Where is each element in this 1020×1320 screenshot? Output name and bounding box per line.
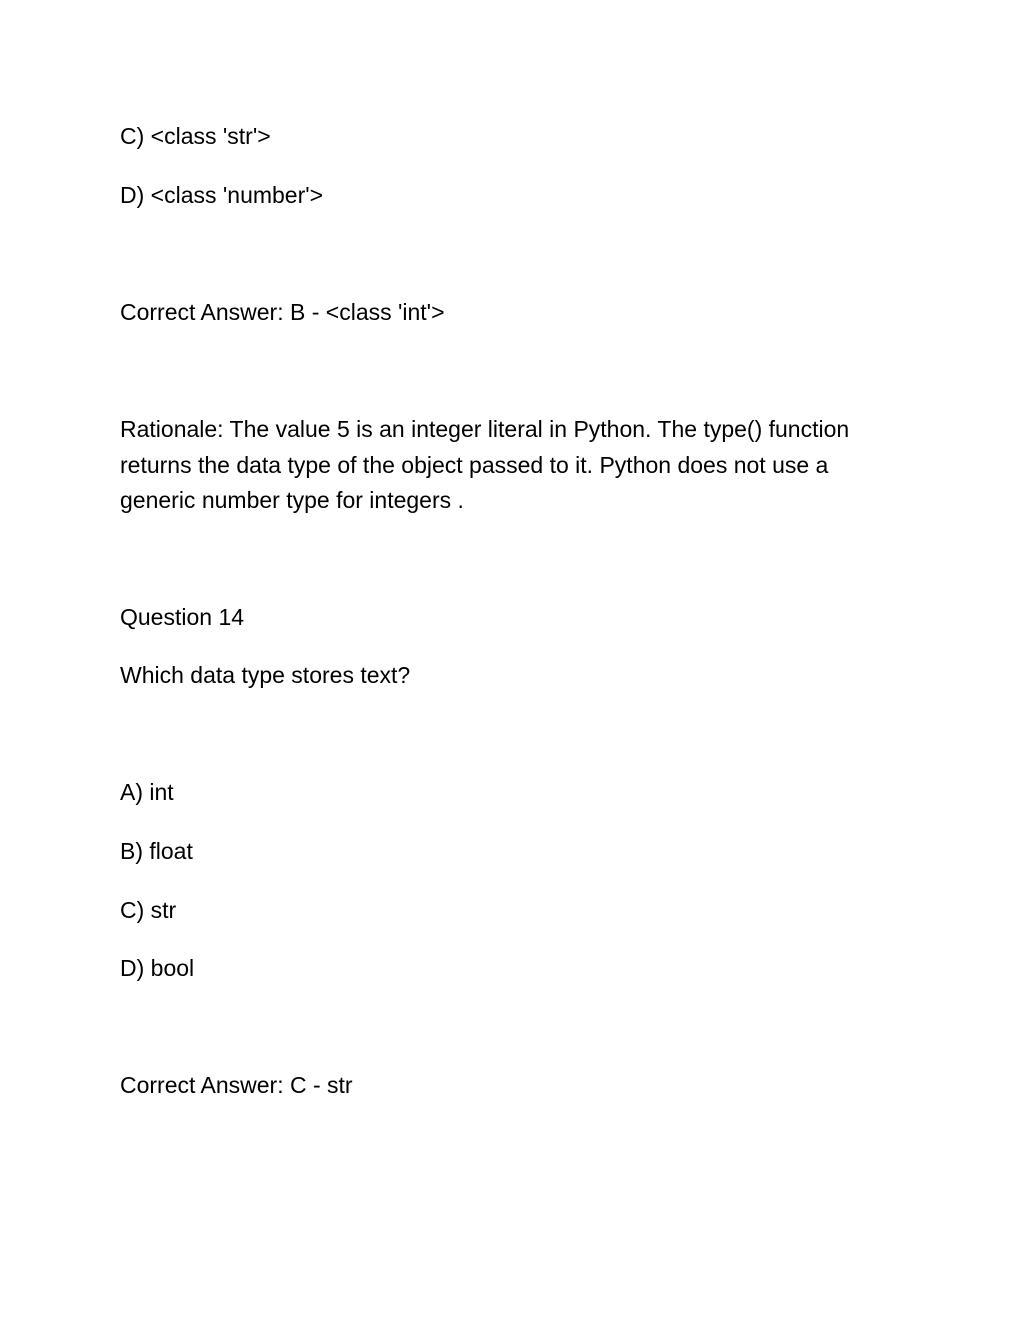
rationale-line: generic number type for integers . <box>120 487 464 513</box>
question-heading: Question 14 <box>120 604 245 630</box>
option-b: B) float <box>120 838 193 864</box>
option-a: A) int <box>120 779 174 805</box>
correct-answer: Correct Answer: B - <class 'int'> <box>120 299 445 325</box>
question-prompt: Which data type stores text? <box>120 662 411 688</box>
option-d: D) <class 'number'> <box>120 182 324 208</box>
correct-answer: Correct Answer: C - str <box>120 1072 353 1098</box>
rationale-line: returns the data type of the object passed to it. Python does not use a <box>120 451 829 478</box>
option-c: C) str <box>120 897 177 923</box>
rationale <box>120 412 910 519</box>
option-d: D) bool <box>120 955 195 981</box>
option-c: C) <class 'str'> <box>120 123 271 149</box>
rationale-line: Rationale: The value 5 is an integer literal in Python. The type() function <box>120 416 850 442</box>
